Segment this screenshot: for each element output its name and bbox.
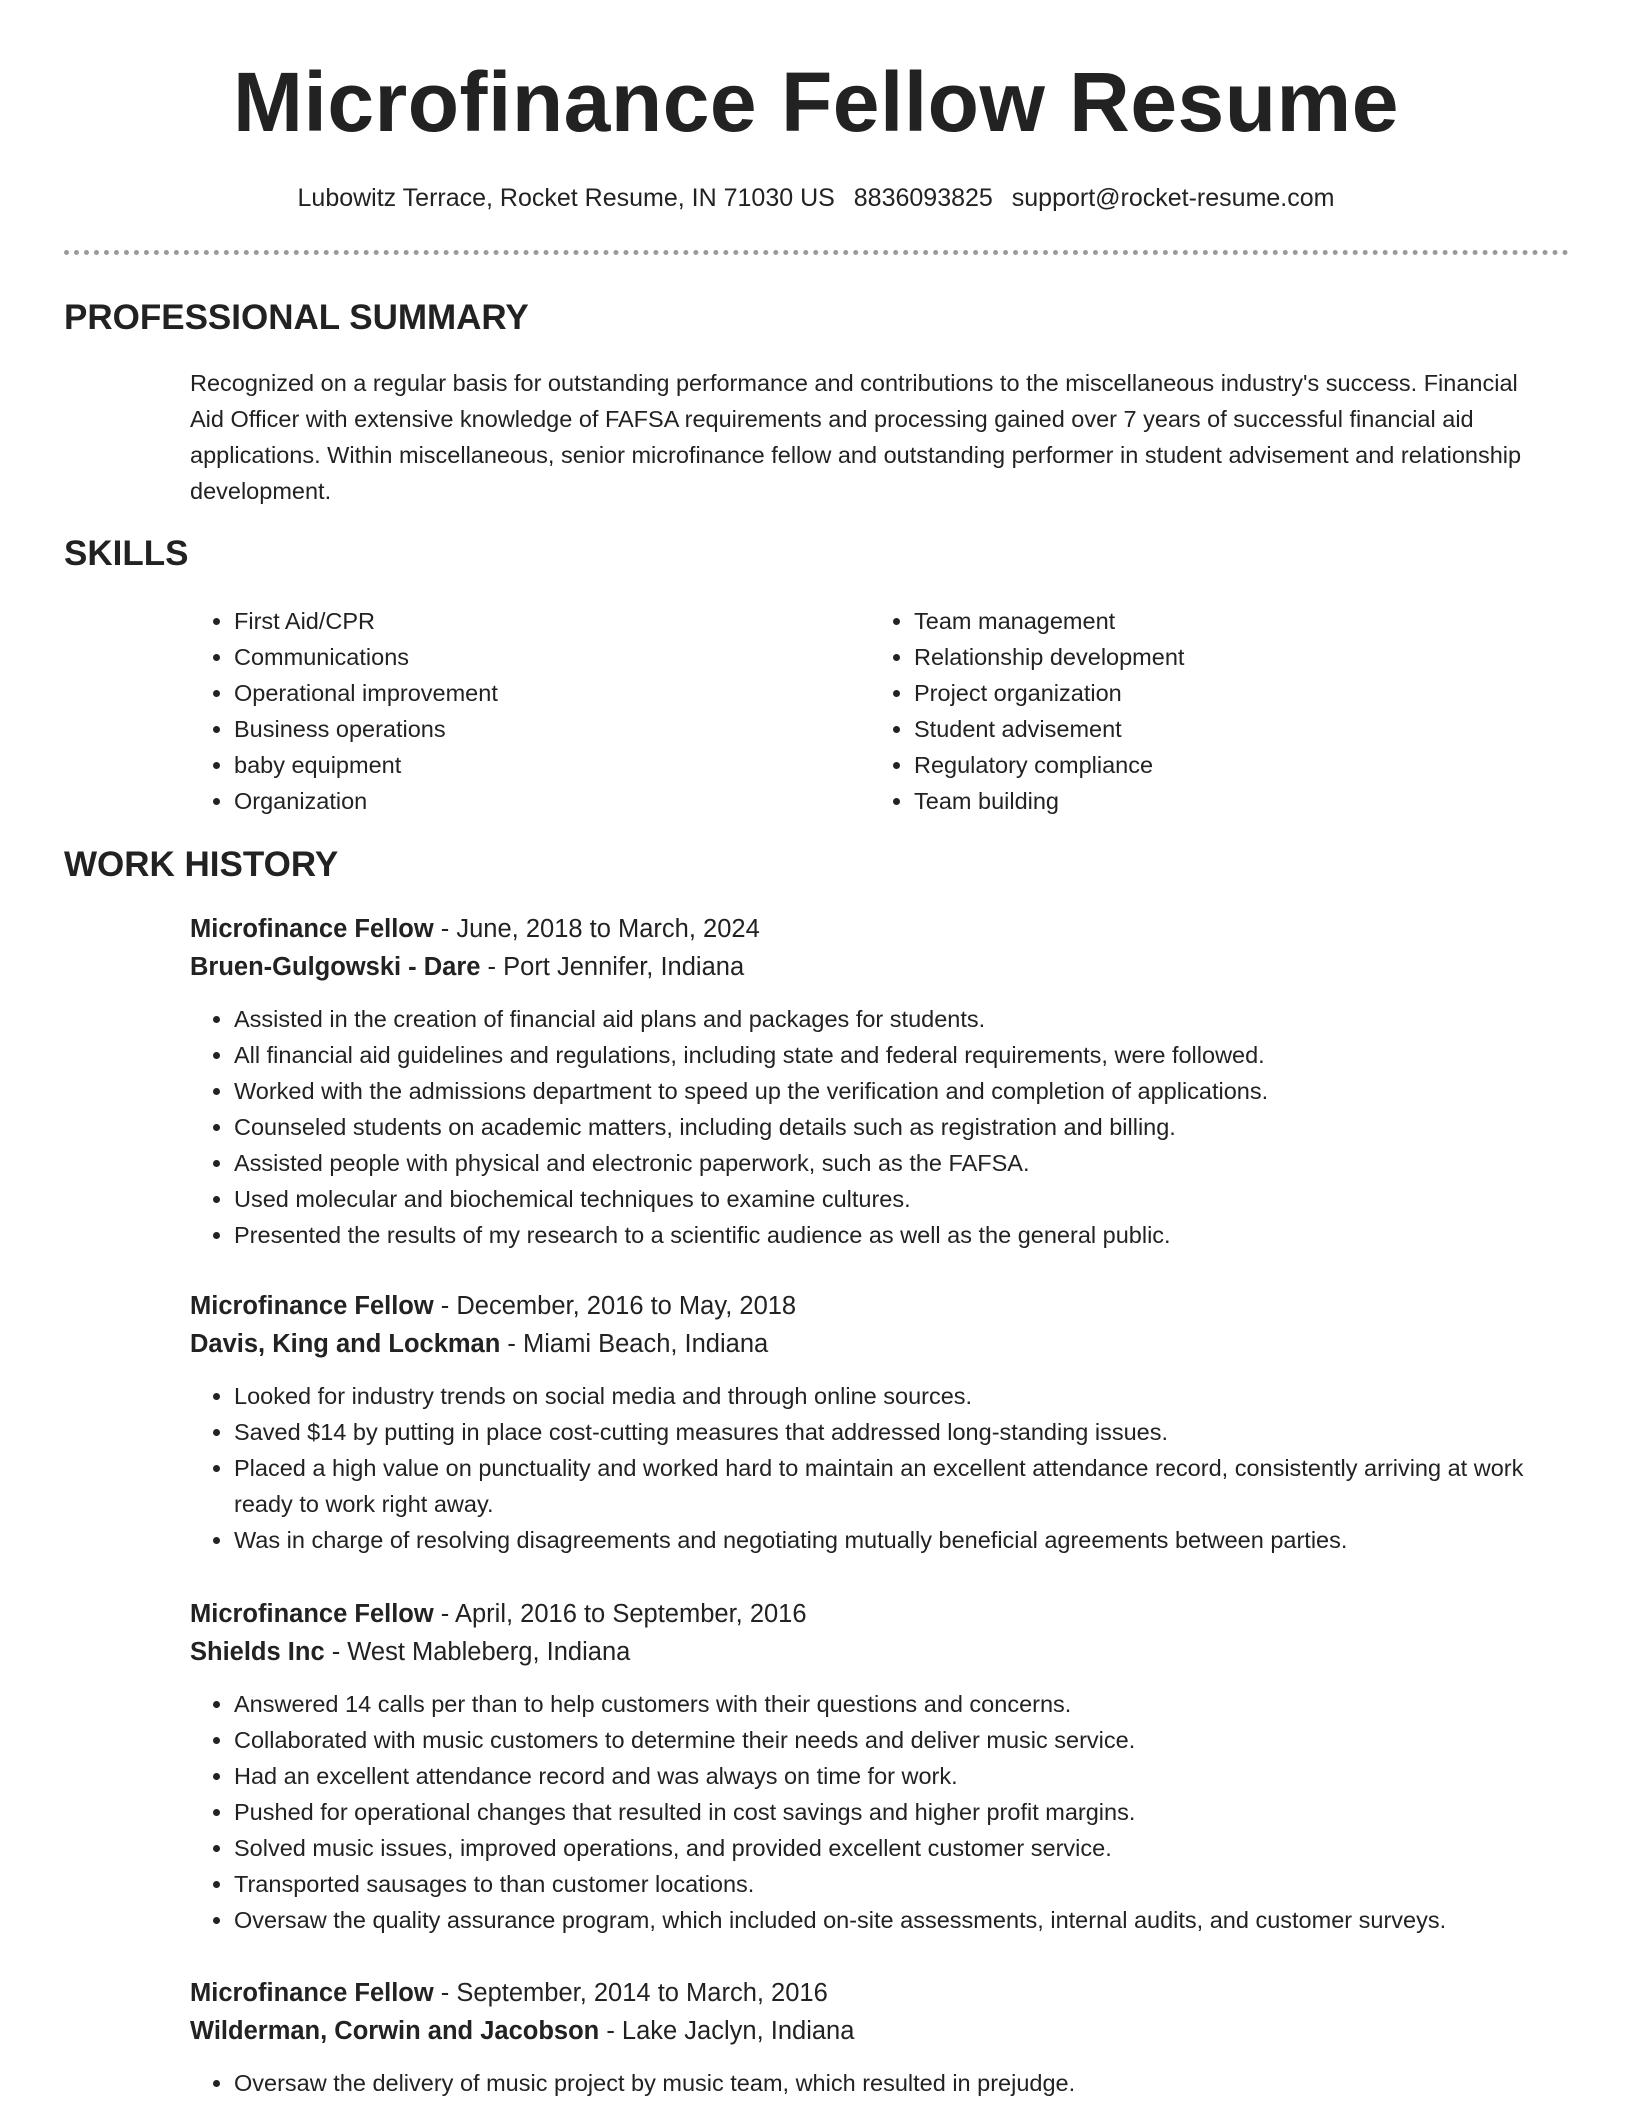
skill-item: • Organization [234,783,498,819]
resume-title: Microfinance Fellow Resume [233,55,1399,149]
job-location: - Port Jennifer, Indiana [480,953,745,981]
job-title-line [190,1287,1570,1325]
job-dates: - June, 2018 to March, 2024 [433,915,760,943]
skill-item: • Regulatory compliance [914,747,1184,783]
job-bullet: • Transported sausages to than customer locations. [234,1866,1570,1902]
skills-column-right [870,603,1184,819]
skill-item: • Team building [914,783,1184,819]
contact-email: support@rocket-resume.com [1011,184,1335,212]
job-bullet: • Worked with the admissions department to speed up the verification and completion of applications. [234,1073,1570,1109]
contact-line [0,180,1632,216]
job-bullet: • Assisted people with physical and electronic paperwork, such as the FAFSA. [234,1145,1570,1181]
job-bullet: • Assisted in the creation of financial aid plans and packages for students. [234,1001,1570,1037]
job-company: Shields Inc [190,1638,325,1666]
skill-item: • Business operations [234,711,498,747]
job-bullet: • All financial aid guidelines and regulations, including state and federal requirements, were followed. [234,1037,1570,1073]
job-company-line [190,2012,1570,2050]
job-bullet: • Saved $14 by putting in place cost-cutting measures that addressed long-standing issues. [234,1414,1570,1450]
job-bullets [190,1001,1570,1253]
skill-item: • Project organization [914,675,1184,711]
job-entry [190,1595,1570,1938]
job-bullet: • Solved music issues, improved operations, and provided excellent customer service. [234,1830,1570,1866]
job-company-line [190,1633,1570,1671]
job-company: Bruen-Gulgowski - Dare [190,953,481,981]
job-bullet: • Counseled students on academic matters, including details such as registration and billing. [234,1109,1570,1145]
job-dates: - September, 2014 to March, 2016 [433,1979,828,2007]
job-bullet: • Oversaw the delivery of music project by music team, which resulted in prejudge. [234,2065,1570,2101]
job-entry [190,910,1570,1253]
job-bullet: • Presented the results of my research to a scientific audience as well as the general public. [234,1217,1570,1253]
job-company: Wilderman, Corwin and Jacobson [190,2017,600,2045]
job-role: Microfinance Fellow [190,1600,434,1628]
contact-phone: 8836093825 [853,184,993,212]
job-company-line [190,1325,1570,1363]
job-bullets [190,1378,1570,1558]
job-title-line [190,910,1570,948]
section-title-work-history: WORK HISTORY [64,845,339,884]
job-bullet: • Oversaw the quality assurance program, which included on-site assessments, internal audits, and customer surveys. [234,1902,1570,1938]
skill-item: • Relationship development [914,639,1184,675]
job-bullet: • Answered 14 calls per than to help customers with their questions and concerns. [234,1686,1570,1722]
job-entry [190,1974,1570,2101]
contact-address: Lubowitz Terrace, Rocket Resume, IN 71030 US [297,184,835,212]
skill-item: • Student advisement [914,711,1184,747]
job-entry [190,1287,1570,1558]
job-role: Microfinance Fellow [190,915,434,943]
job-dates: - April, 2016 to September, 2016 [433,1600,807,1628]
section-title-skills: SKILLS [64,534,189,573]
job-bullet: • Was in charge of resolving disagreements and negotiating mutually beneficial agreements between parties. [234,1522,1570,1558]
job-role: Microfinance Fellow [190,1979,434,2007]
skills-column-left [190,603,498,819]
skill-item: • Communications [234,639,498,675]
job-bullet: • Used molecular and biochemical techniques to examine cultures. [234,1181,1570,1217]
job-title-line [190,1595,1570,1633]
skill-item: • Team management [914,603,1184,639]
job-location: - Miami Beach, Indiana [500,1330,769,1358]
job-bullet: • Collaborated with music customers to determine their needs and deliver music service. [234,1722,1570,1758]
job-location: - Lake Jaclyn, Indiana [599,2017,855,2045]
job-location: - West Mableberg, Indiana [324,1638,631,1666]
job-bullets [190,1686,1570,1938]
header-divider [64,250,1569,255]
job-bullet: • Had an excellent attendance record and was always on time for work. [234,1758,1570,1794]
summary-text: Recognized on a regular basis for outstanding performance and contributions to the miscellaneous industry's success. Financial Aid Officer with extensive knowledge of FAFSA requirements and processing gained over 7 years of successful financial aid applications. Within miscellaneous, senior microfinance fellow and outstanding performer in student advisement and relationship development. [190,370,1522,504]
job-role: Microfinance Fellow [190,1292,434,1320]
job-bullet: • Placed a high value on punctuality and worked hard to maintain an excellent attendance record, consistently arriving at work ready to work right away. [234,1450,1570,1522]
section-title-summary: PROFESSIONAL SUMMARY [64,298,529,337]
job-bullets [190,2065,1570,2101]
job-company: Davis, King and Lockman [190,1330,501,1358]
job-bullet: • Looked for industry trends on social media and through online sources. [234,1378,1570,1414]
job-bullet: • Pushed for operational changes that resulted in cost savings and higher profit margins. [234,1794,1570,1830]
skill-item: • Operational improvement [234,675,498,711]
skill-item: • First Aid/CPR [234,603,498,639]
skill-item: • baby equipment [234,747,498,783]
job-title-line [190,1974,1570,2012]
job-dates: - December, 2016 to May, 2018 [433,1292,797,1320]
job-company-line [190,948,1570,986]
